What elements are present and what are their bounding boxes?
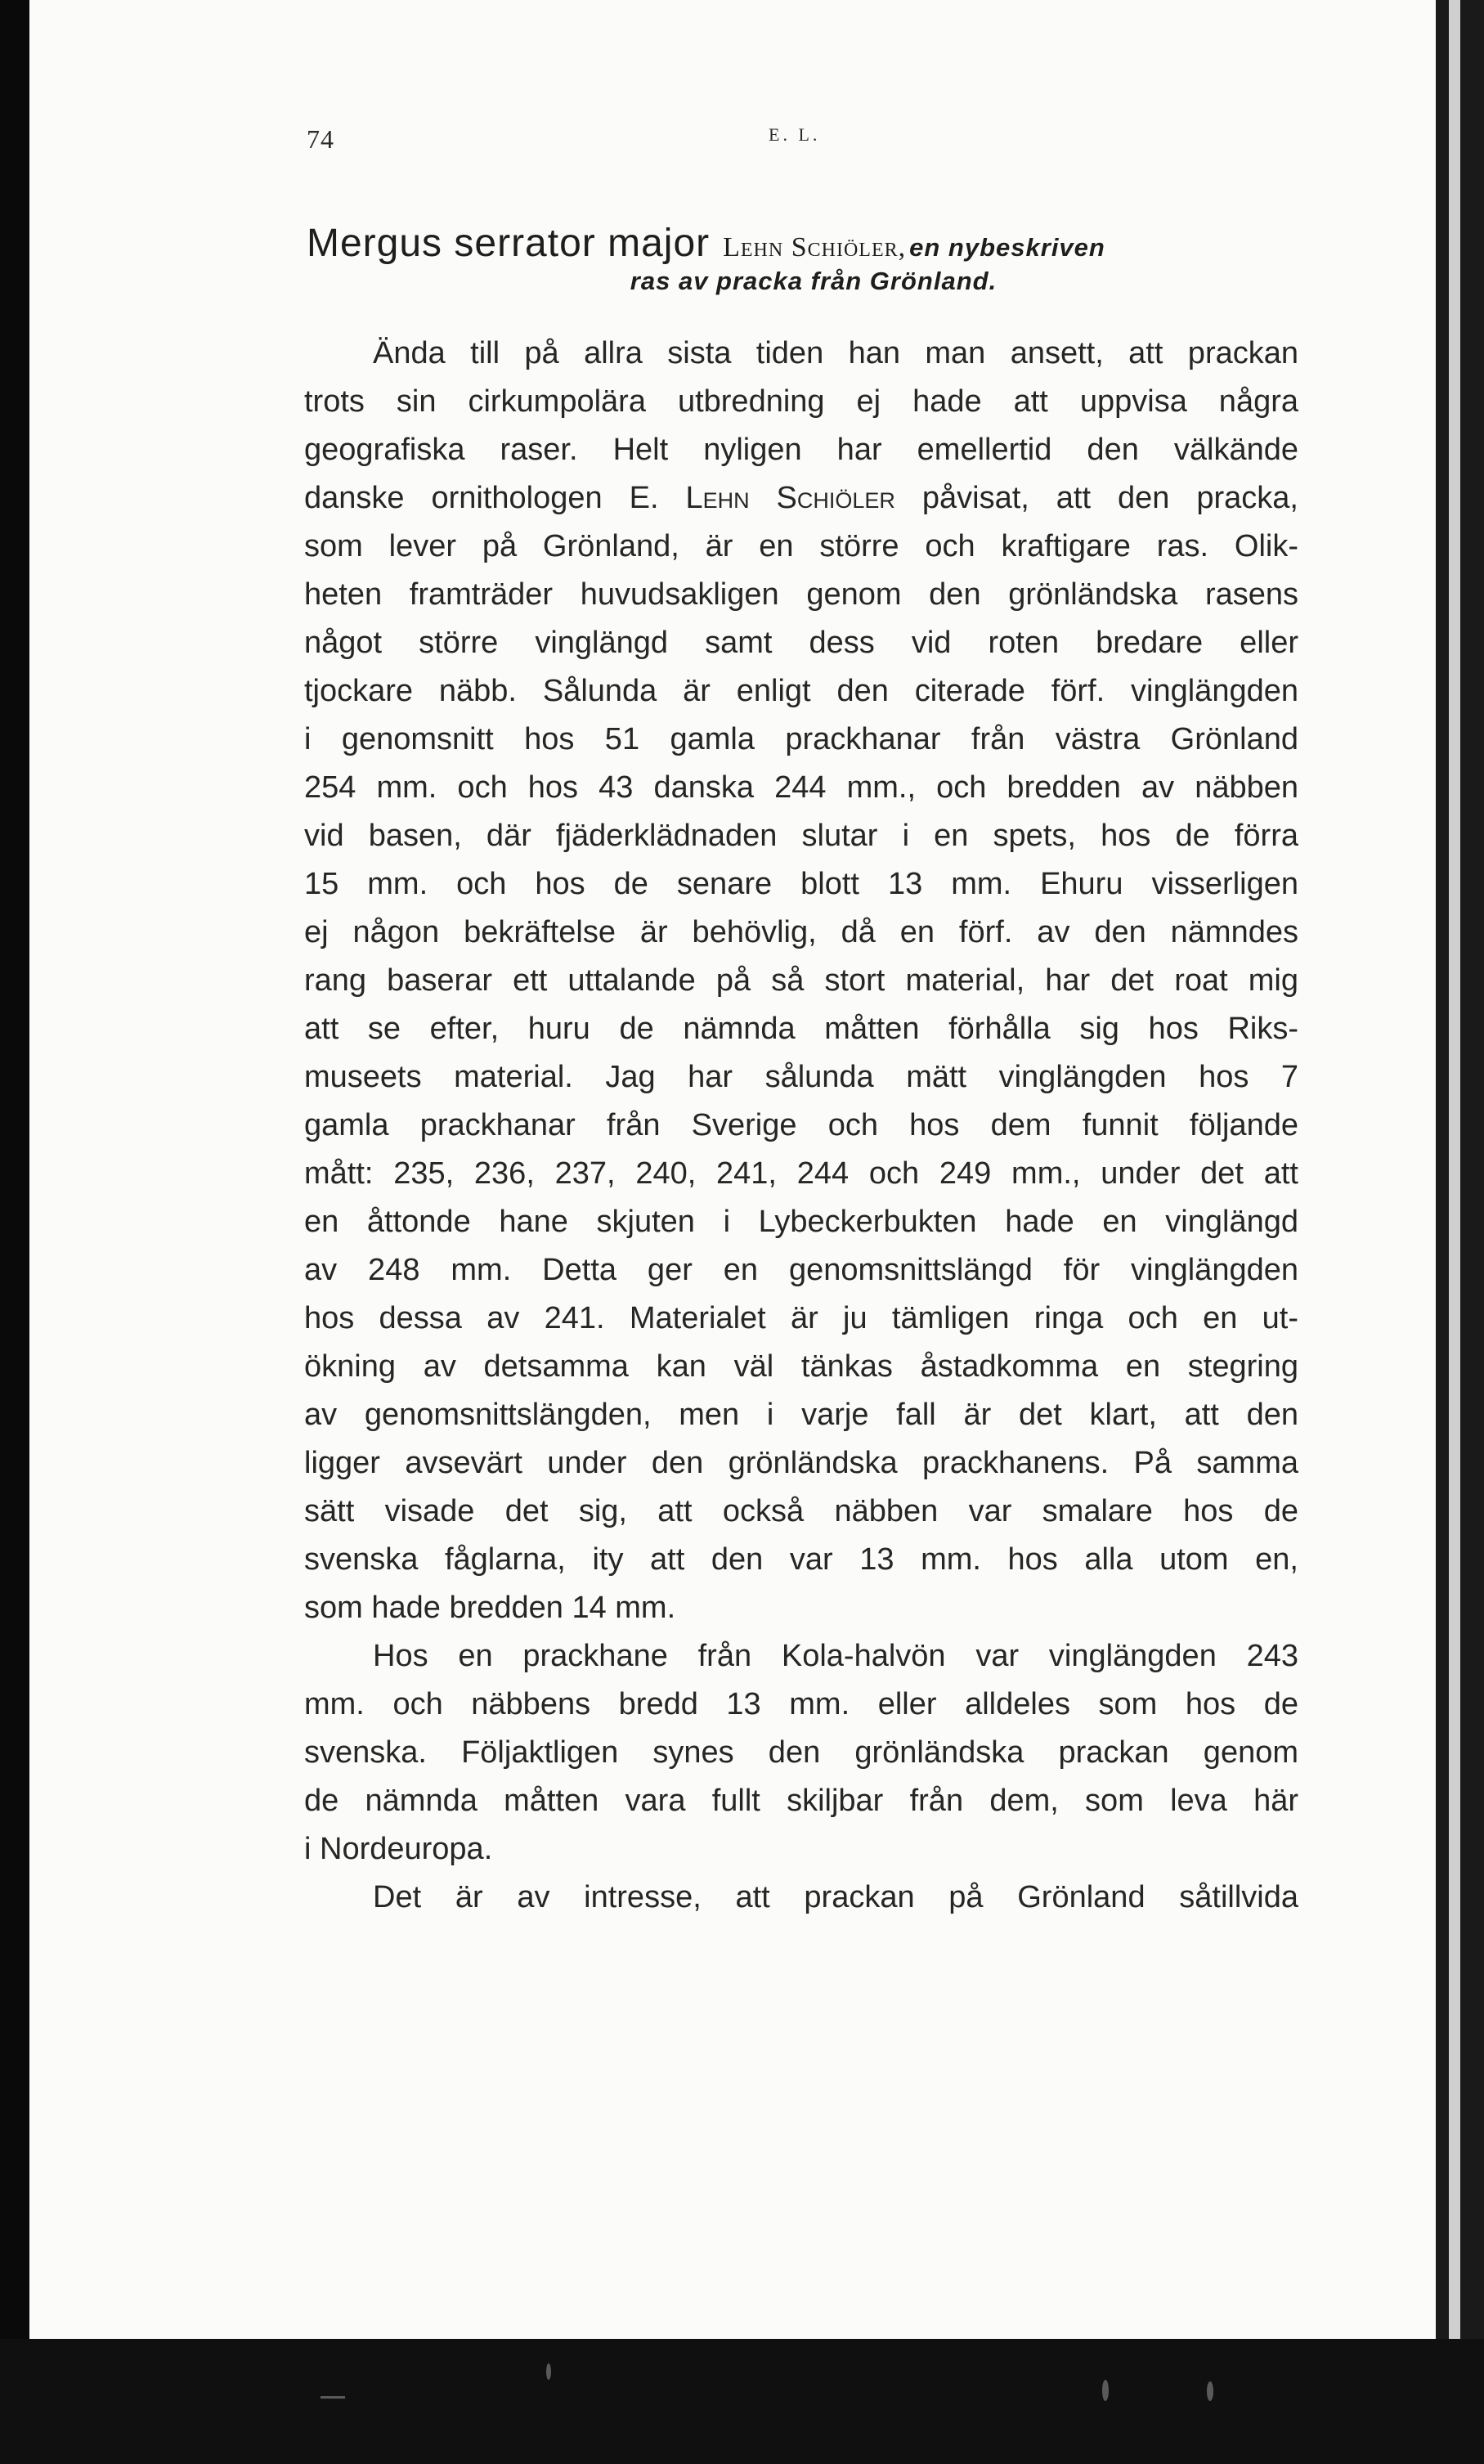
- article-title: [307, 221, 1320, 266]
- title-species: Mergus serrator major: [307, 222, 711, 265]
- dust-speck: [546, 2363, 551, 2380]
- running-head: E. L.: [769, 124, 821, 145]
- text-line: sätt visade det sig, att också näbben var smalare hos de: [304, 1494, 1298, 1528]
- text-line: Ända till på allra sista tiden han man ansett, att prackan: [373, 336, 1298, 370]
- text-line: ligger avsevärt under den grönländska prackhanens. På samma: [304, 1446, 1298, 1480]
- text-line: som lever på Grönland, är en större och kraftigare ras. Olik-: [304, 529, 1298, 563]
- text-line: tjockare näbb. Sålunda är enligt den citerade förf. vinglängden: [304, 674, 1298, 708]
- text-line: heten framträder huvudsakligen genom den grönländska rasens: [304, 577, 1298, 612]
- text-line: svenska fåglarna, ity att den var 13 mm. hos alla utom en,: [304, 1542, 1298, 1577]
- text-line: av genomsnittslängden, men i varje fall är det klart, att den: [304, 1398, 1298, 1432]
- dust-speck: [1207, 2381, 1213, 2401]
- text-line: i Nordeuropa.: [304, 1832, 493, 1866]
- scanner-bed: [0, 2339, 1484, 2464]
- text-line: gamla prackhanar från Sverige och hos dem funnit följande: [304, 1108, 1298, 1142]
- text-line: vid basen, där fjäderklädnaden slutar i en spets, hos de förra: [304, 819, 1298, 853]
- text-line: som hade bredden 14 mm.: [304, 1591, 676, 1625]
- text-line: att se efter, huru de nämnda måtten förhålla sig hos Riks-: [304, 1012, 1298, 1046]
- text-line: de nämnda måtten vara fullt skiljbar från dem, som leva här: [304, 1784, 1298, 1818]
- text-line: Hos en prackhane från Kola-halvön var vinglängden 243: [373, 1639, 1298, 1673]
- dust-speck: [321, 2396, 345, 2399]
- text-line: museets material. Jag har sålunda mätt vinglängden hos 7: [304, 1060, 1298, 1094]
- text-line: mm. och näbbens bredd 13 mm. eller alldeles som hos de: [304, 1687, 1298, 1721]
- text-line: hos dessa av 241. Materialet är ju tämligen ringa och en ut-: [304, 1301, 1298, 1335]
- text-line: något större vinglängd samt dess vid roten bredare eller: [304, 626, 1298, 660]
- text-line: av 248 mm. Detta ger en genomsnittslängd för vinglängden: [304, 1253, 1298, 1287]
- body-text: [304, 330, 1298, 1922]
- text-line-end: påvisat, att den pracka,: [921, 481, 1298, 515]
- text-line: mått: 235, 236, 237, 240, 241, 244 och 249 mm., under det att: [304, 1156, 1298, 1191]
- text-line: en åttonde hane skjuten i Lybeckerbukten hade en vinglängd: [304, 1205, 1298, 1239]
- title-subtitle-part1: en nybeskriven: [909, 233, 1105, 262]
- title-author: Lehn Schiöler,: [723, 232, 907, 263]
- text-line: 15 mm. och hos de senare blott 13 mm. Ehuru visserligen: [304, 867, 1298, 901]
- page-number: 74: [307, 124, 334, 154]
- title-subtitle-part2: ras av pracka från Grönland.: [630, 267, 998, 295]
- text-line: rang baserar ett uttalande på så stort material, har det roat mig: [304, 963, 1298, 998]
- text-line: geografiska raser. Helt nyligen har emellertid den välkände: [304, 433, 1298, 467]
- dust-speck: [1102, 2380, 1109, 2401]
- text-line: i genomsnitt hos 51 gamla prackhanar från västra Grönland: [304, 722, 1298, 756]
- author-name: Lehn Schiöler: [685, 481, 895, 515]
- text-line: ökning av detsamma kan väl tänkas åstadkomma en stegring: [304, 1349, 1298, 1384]
- text-line: ej någon bekräftelse är behövlig, då en förf. av den nämndes: [304, 915, 1298, 949]
- text-line: [304, 474, 1298, 523]
- text-line: svenska. Följaktligen synes den grönländska prackan genom: [304, 1735, 1298, 1770]
- text-line: trots sin cirkumpolära utbredning ej hade att uppvisa några: [304, 384, 1298, 419]
- page-edge-highlight: [1449, 0, 1460, 2339]
- text-line: 254 mm. och hos 43 danska 244 mm., och bredden av näbben: [304, 770, 1298, 805]
- text-line-start: danske ornithologen E.: [304, 481, 659, 515]
- text-line: Det är av intresse, att prackan på Grönland såtillvida: [373, 1880, 1298, 1914]
